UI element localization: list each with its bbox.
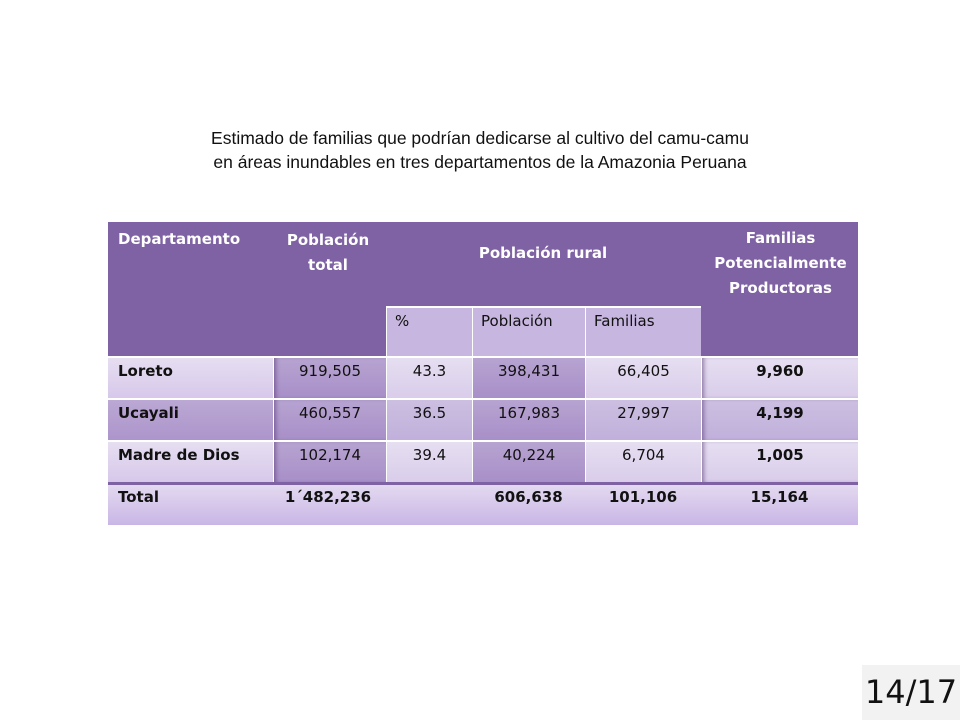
row-madre-de-dios-pct: 39.4 — [386, 440, 472, 482]
row-madre-de-dios-poblacion-total: 102,174 — [273, 440, 386, 482]
row-ucayali-poblacion-rural: 167,983 — [472, 398, 585, 440]
subheader-pct: % — [386, 306, 472, 356]
row-loreto-poblacion-rural: 398,431 — [472, 356, 585, 398]
row-loreto-potenciales: 9,960 — [701, 356, 858, 398]
row-ucayali-familias: 27,997 — [585, 398, 701, 440]
header-poblacion-rural: Población rural — [478, 244, 608, 262]
subheader-poblacion: Población — [472, 306, 585, 356]
row-ucayali-departamento: Ucayali — [108, 398, 273, 440]
total-familias: 101,106 — [608, 488, 678, 506]
total-poblacion-total: 1´482,236 — [284, 488, 372, 506]
header-familias-line2: Potencialmente — [714, 254, 847, 272]
header-poblacion-total — [273, 228, 383, 282]
row-loreto-departamento: Loreto — [108, 356, 273, 398]
subheader-familias: Familias — [585, 306, 701, 356]
row-ucayali-pct: 36.5 — [386, 398, 472, 440]
page-number: 14/17 — [862, 665, 960, 720]
header-poblacion-total-line2: total — [308, 256, 348, 274]
total-potenciales: 15,164 — [750, 488, 809, 506]
row-madre-de-dios-poblacion-rural: 40,224 — [472, 440, 585, 482]
row-madre-de-dios-potenciales: 1,005 — [701, 440, 858, 482]
total-label: Total — [118, 488, 159, 506]
slide-title — [100, 126, 860, 174]
row-loreto-pct: 43.3 — [386, 356, 472, 398]
title-line-2: en áreas inundables en tres departamentos de la Amazonia Peruana — [213, 152, 747, 172]
row-ucayali-poblacion-total: 460,557 — [273, 398, 386, 440]
header-familias-potenciales — [703, 226, 858, 302]
row-ucayali-potenciales: 4,199 — [701, 398, 858, 440]
title-line-1: Estimado de familias que podrían dedicarse al cultivo del camu-camu — [211, 128, 749, 148]
row-loreto-poblacion-total: 919,505 — [273, 356, 386, 398]
header-poblacion-total-line1: Población — [286, 231, 370, 249]
header-familias-line1: Familias — [745, 229, 816, 247]
total-poblacion-rural: 606,638 — [494, 488, 563, 506]
row-madre-de-dios-departamento: Madre de Dios — [108, 440, 273, 482]
row-madre-de-dios-familias: 6,704 — [585, 440, 701, 482]
header-familias-line3: Productoras — [729, 279, 832, 297]
header-departamento: Departamento — [118, 230, 241, 248]
row-loreto-familias: 66,405 — [585, 356, 701, 398]
